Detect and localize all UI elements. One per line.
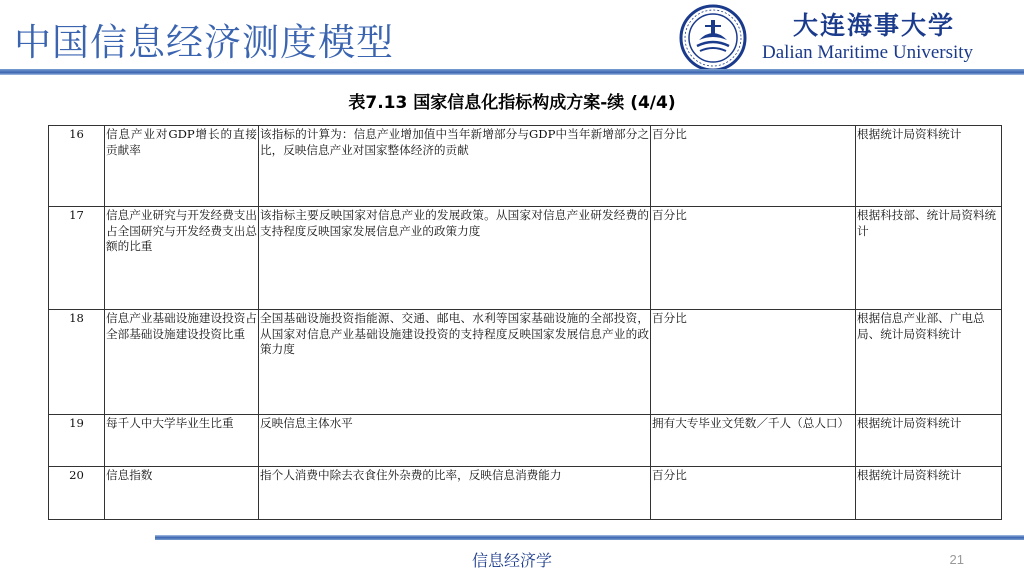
- university-name-cn: 大连海事大学: [793, 11, 956, 40]
- row-number: 17: [49, 207, 105, 310]
- indicator-unit: 百分比: [651, 310, 856, 415]
- row-number: 20: [49, 467, 105, 520]
- footer-divider: [155, 535, 1024, 540]
- indicator-source: 根据统计局资料统计: [856, 415, 1002, 467]
- row-number: 19: [49, 415, 105, 467]
- table-row: [49, 126, 1002, 207]
- indicator-description: 指个人消费中除去衣食住外杂费的比率，反映信息消费能力: [259, 467, 651, 520]
- indicator-name: 信息产业对GDP增长的直接贡献率: [105, 126, 259, 207]
- table-row: [49, 310, 1002, 415]
- indicator-source: 根据统计局资料统计: [856, 126, 1002, 207]
- header-divider: [0, 69, 1024, 75]
- indicator-description: 该指标主要反映国家对信息产业的发展政策。从国家对信息产业研发经费的支持程度反映国家发展信息产业的政策力度: [259, 207, 651, 310]
- slide-title: 中国信息经济测度模型: [14, 21, 394, 64]
- indicator-description: 该指标的计算为：信息产业增加值中当年新增部分与GDP中当年新增部分之比，反映信息产业对国家整体经济的贡献: [259, 126, 651, 207]
- table-row: [49, 467, 1002, 520]
- table-caption: 表7.13 国家信息化指标构成方案-续 (4/4): [348, 93, 676, 113]
- indicator-unit: 百分比: [651, 207, 856, 310]
- indicator-unit: 拥有大专毕业文凭数／千人（总人口）: [651, 415, 856, 467]
- row-number: 18: [49, 310, 105, 415]
- indicator-source: 根据信息产业部、广电总局、统计局资料统计: [856, 310, 1002, 415]
- indicator-source: 根据科技部、统计局资料统计: [856, 207, 1002, 310]
- table-row: [49, 415, 1002, 467]
- university-logo-icon: [679, 4, 747, 72]
- page-number: 21: [949, 552, 964, 567]
- university-name-en: Dalian Maritime University: [762, 42, 974, 63]
- indicator-name: 信息产业基础设施建设投资占全部基础设施建设投资比重: [105, 310, 259, 415]
- indicator-unit: 百分比: [651, 467, 856, 520]
- course-name: 信息经济学: [471, 551, 552, 570]
- indicator-table: [48, 125, 1002, 520]
- indicator-name: 信息产业研究与开发经费支出占全国研究与开发经费支出总额的比重: [105, 207, 259, 310]
- indicator-name: 信息指数: [105, 467, 259, 520]
- table-row: [49, 207, 1002, 310]
- indicator-source: 根据统计局资料统计: [856, 467, 1002, 520]
- indicator-description: 反映信息主体水平: [259, 415, 651, 467]
- indicator-unit: 百分比: [651, 126, 856, 207]
- row-number: 16: [49, 126, 105, 207]
- indicator-description: 全国基础设施投资指能源、交通、邮电、水利等国家基础设施的全部投资，从国家对信息产业基础设施建设投资的支持程度反映国家发展信息产业的政策力度: [259, 310, 651, 415]
- indicator-name: 每千人中大学毕业生比重: [105, 415, 259, 467]
